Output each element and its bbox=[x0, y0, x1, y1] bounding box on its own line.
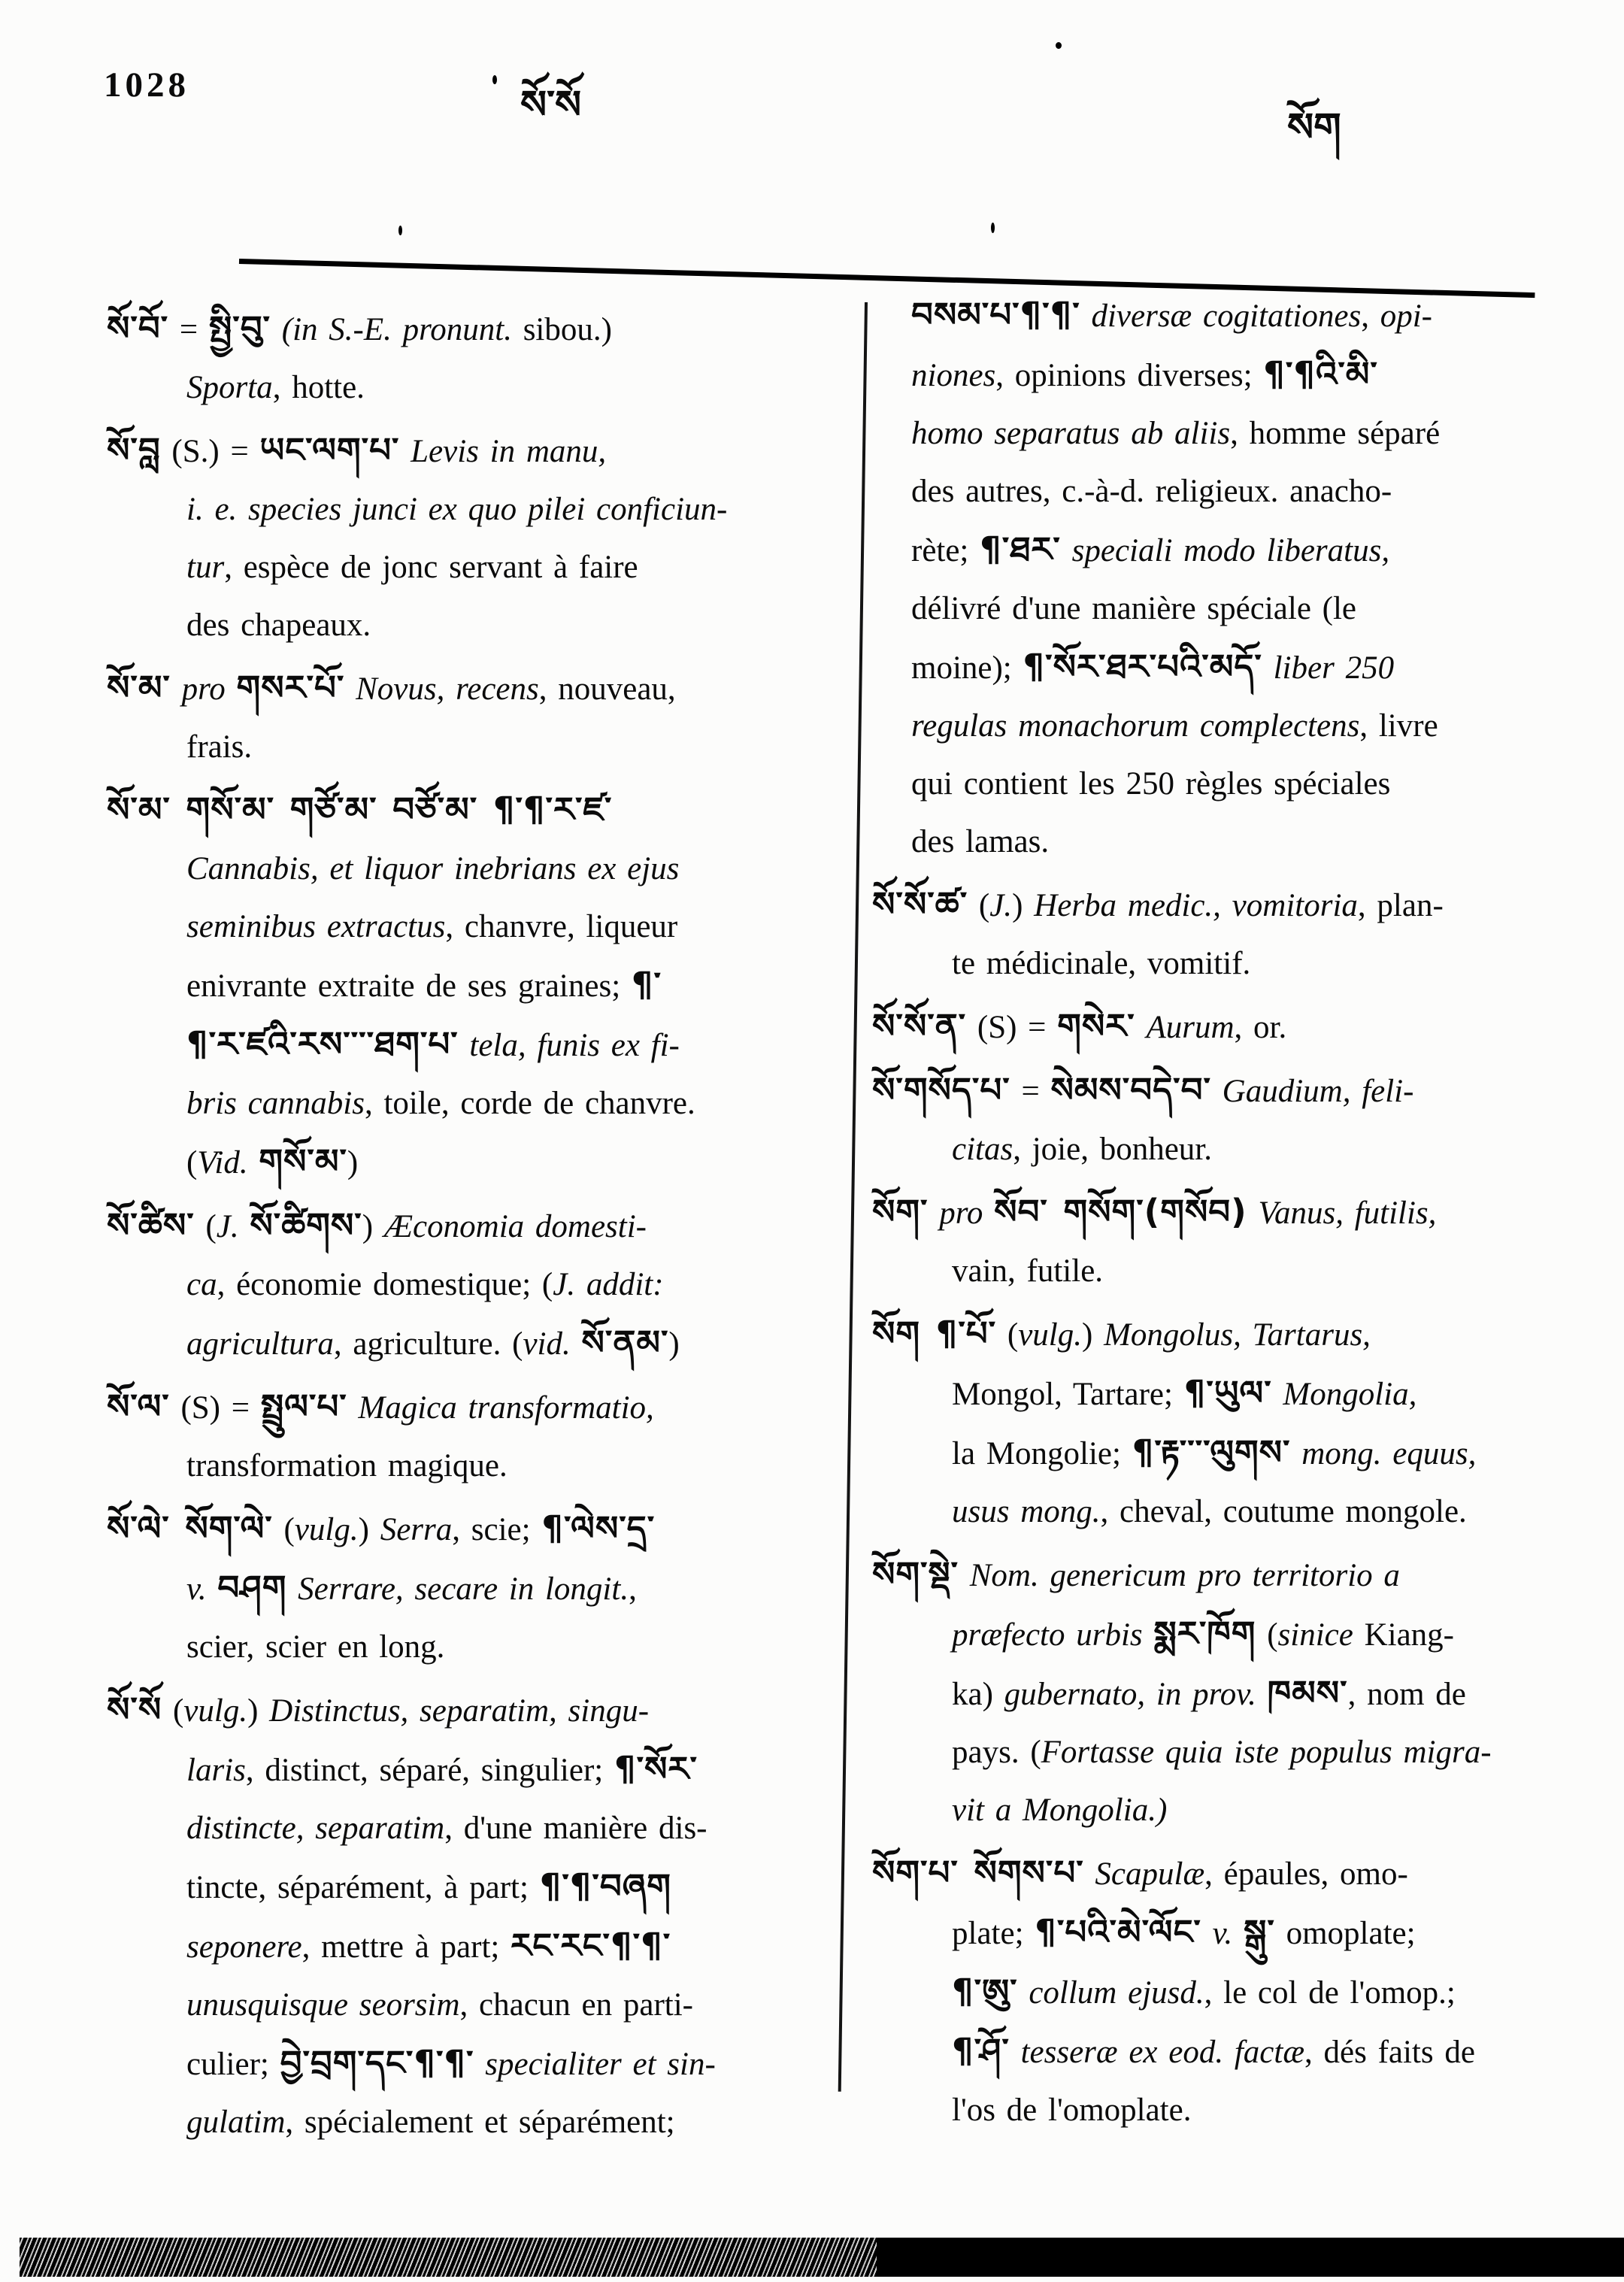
french-text: , économie domestique; ( bbox=[217, 1267, 553, 1302]
tibetan-text: སོག ¶་པོ་ bbox=[872, 1314, 997, 1353]
french-text: , hotte. bbox=[272, 370, 365, 405]
latin-text: seminibus extractus bbox=[186, 909, 446, 944]
entry-line bbox=[872, 1242, 1598, 1300]
entry-line bbox=[872, 405, 1598, 462]
dictionary-entry bbox=[872, 1844, 1598, 2139]
latin-text: Nom. genericum pro territorio a bbox=[958, 1558, 1400, 1593]
entry-line bbox=[107, 1015, 832, 1074]
french-text: , mettre à part; bbox=[301, 1929, 511, 1965]
ink-speck bbox=[991, 223, 995, 233]
french-text: frais. bbox=[186, 729, 253, 765]
french-text: , chacun en parti- bbox=[459, 1987, 694, 2023]
latin-text: tela, funis ex fi- bbox=[458, 1028, 680, 1063]
entry-line bbox=[107, 1680, 832, 1740]
dictionary-entry bbox=[107, 1499, 832, 1676]
french-text: , chanvre, liqueur bbox=[445, 909, 678, 944]
scan-strip-solid bbox=[877, 2238, 1624, 2277]
latin-text: Herba medic., vomitoria bbox=[1034, 888, 1358, 923]
french-text: ) bbox=[1012, 888, 1035, 923]
entry-line bbox=[872, 697, 1598, 755]
french-text: moine); bbox=[911, 650, 1023, 686]
right-column bbox=[872, 286, 1598, 2144]
tibetan-text: ཁམས་ bbox=[1267, 1673, 1348, 1713]
latin-text: Aurum bbox=[1135, 1010, 1235, 1045]
latin-text: Scapulæ bbox=[1083, 1856, 1205, 1892]
entry-line bbox=[872, 755, 1598, 813]
latin-text: J. bbox=[989, 888, 1013, 923]
dictionary-entry bbox=[107, 1680, 832, 2151]
tibetan-text: ¶་ bbox=[631, 965, 662, 1005]
french-text: ) bbox=[347, 1145, 359, 1180]
latin-text: tesseræ ex eod. factæ bbox=[1009, 2035, 1304, 2070]
french-text: transformation magique. bbox=[186, 1448, 508, 1483]
latin-text: pro bbox=[170, 671, 237, 707]
dictionary-entry bbox=[107, 1196, 832, 1373]
entry-line bbox=[107, 480, 832, 538]
french-text: , nouveau, bbox=[538, 671, 676, 707]
tibetan-text: སོ་སོ bbox=[107, 1690, 162, 1729]
french-text: sibou.) bbox=[523, 312, 612, 347]
french-text: ( bbox=[162, 1693, 184, 1729]
french-text: ( bbox=[968, 888, 990, 923]
latin-text: gubernato, in prov. bbox=[1004, 1677, 1268, 1712]
latin-text: J. bbox=[216, 1209, 250, 1244]
latin-text: agricultura bbox=[186, 1326, 334, 1362]
entry-line bbox=[872, 1423, 1598, 1483]
latin-text: diversæ cogitationes bbox=[1080, 299, 1362, 334]
latin-text: vid. bbox=[523, 1326, 582, 1362]
tibetan-text: རང་རང་¶་¶་ bbox=[511, 1926, 671, 1965]
entry-line bbox=[107, 1799, 832, 1857]
latin-text: (in S.-E. pronunt. bbox=[271, 312, 523, 347]
dictionary-entry bbox=[872, 1061, 1598, 1178]
french-text: (S) = bbox=[169, 1390, 261, 1426]
entry-line bbox=[872, 462, 1598, 520]
french-text: te médicinale, vomitif. bbox=[952, 946, 1251, 981]
french-text: des lamas. bbox=[911, 824, 1050, 859]
entry-line bbox=[107, 1559, 832, 1618]
french-text: qui contient les 250 règles spéciales bbox=[911, 766, 1391, 802]
entry-line bbox=[872, 1364, 1598, 1423]
entry-line bbox=[107, 780, 832, 840]
french-text: l'os de l'omoplate. bbox=[952, 2093, 1192, 2128]
entry-line bbox=[107, 1256, 832, 1314]
french-text: enivrante extraite de ses graines; bbox=[186, 968, 632, 1004]
entry-line bbox=[872, 1545, 1598, 1605]
latin-text: homo separatus ab aliis bbox=[911, 416, 1231, 451]
tibetan-text: གསོ་མ་ bbox=[259, 1141, 347, 1181]
tibetan-text: ¶་ཐར་ bbox=[980, 529, 1061, 569]
entry-line bbox=[107, 718, 832, 776]
entry-line bbox=[872, 1962, 1598, 2022]
french-text: Mongol, Tartare; bbox=[952, 1377, 1184, 1412]
entry-line bbox=[107, 1499, 832, 1559]
french-text: Kiang- bbox=[1364, 1617, 1454, 1653]
dictionary-entry bbox=[872, 1545, 1598, 1839]
entry-line bbox=[872, 997, 1598, 1056]
tibetan-text: སོ་ལ་ bbox=[107, 1386, 170, 1426]
tibetan-text: སོ་ཚིས་ bbox=[107, 1205, 195, 1245]
tibetan-text: སོ་ནམ་ bbox=[581, 1323, 669, 1362]
entry-line bbox=[107, 1618, 832, 1676]
tibetan-text: སོ་ཚིགས་ bbox=[250, 1205, 362, 1245]
dictionary-entry bbox=[107, 421, 832, 654]
tibetan-text: བསམ་པ་¶་¶་ bbox=[911, 295, 1080, 335]
latin-text: v. bbox=[186, 1571, 218, 1607]
entry-line bbox=[107, 659, 832, 718]
latin-text: Novus, recens bbox=[344, 671, 539, 707]
tibetan-text: སྤྱི་བུ་ bbox=[208, 308, 271, 348]
latin-text: citas bbox=[952, 1132, 1013, 1167]
entry-line bbox=[872, 1781, 1598, 1839]
entry-line bbox=[107, 1437, 832, 1495]
entry-line bbox=[872, 580, 1598, 638]
french-text: , agriculture. ( bbox=[333, 1326, 523, 1362]
french-text: = bbox=[1010, 1074, 1051, 1109]
french-text: culier; bbox=[186, 2047, 280, 2082]
french-text: ( bbox=[1256, 1617, 1278, 1653]
french-text: (S.) = bbox=[160, 434, 260, 469]
latin-text: opi- bbox=[1380, 299, 1432, 334]
latin-text: Cannabis, et liquor inebrians ex ejus bbox=[186, 851, 680, 886]
entry-line bbox=[872, 345, 1598, 405]
entry-line bbox=[107, 1976, 832, 2034]
entry-line bbox=[872, 2022, 1598, 2081]
dictionary-entry bbox=[107, 780, 832, 1192]
french-text: (S) = bbox=[966, 1010, 1058, 1045]
latin-text: Gaudium, feli- bbox=[1210, 1074, 1414, 1109]
dictionary-entry bbox=[872, 1305, 1598, 1541]
entry-line bbox=[872, 935, 1598, 993]
latin-text: seponere bbox=[186, 1929, 302, 1965]
tibetan-text: ¶་ར་ཛའི་རས་་་་ཐག་པ་ bbox=[186, 1024, 459, 1064]
french-text: = bbox=[168, 312, 209, 347]
entry-line bbox=[107, 898, 832, 956]
french-text: , cheval, coutume mongole. bbox=[1100, 1494, 1467, 1529]
entry-line bbox=[872, 1305, 1598, 1364]
latin-text: regulas monachorum complectens bbox=[911, 708, 1360, 744]
tibetan-text: སྤྲུལ་པ་ bbox=[260, 1386, 347, 1426]
latin-text: i. e. species junci ex quo pilei conficiun- bbox=[186, 492, 728, 527]
french-text: pays. ( bbox=[952, 1735, 1041, 1770]
tibetan-text: སོ་མ་ bbox=[107, 668, 171, 708]
entry-line bbox=[107, 421, 832, 480]
entry-line bbox=[107, 2093, 832, 2151]
latin-text: Serrare, secare in longit. bbox=[286, 1571, 629, 1607]
ink-speck bbox=[398, 226, 402, 235]
french-text: ) bbox=[358, 1512, 380, 1547]
french-text: ( bbox=[272, 1512, 295, 1547]
french-text: , plan- bbox=[1357, 888, 1444, 923]
column-divider bbox=[838, 302, 868, 2092]
tibetan-text: བཤག bbox=[217, 1568, 287, 1608]
entry-line bbox=[107, 538, 832, 596]
latin-text: Levis in manu, bbox=[399, 434, 607, 469]
french-text: , bbox=[1361, 299, 1380, 334]
latin-text: v. bbox=[1201, 1916, 1244, 1951]
ink-speck bbox=[492, 75, 497, 84]
french-text: , scie; bbox=[452, 1512, 542, 1547]
french-text: ) bbox=[1081, 1317, 1104, 1353]
latin-text: liber 250 bbox=[1262, 650, 1395, 686]
latin-text: unusquisque seorsim bbox=[186, 1987, 460, 2023]
french-text: , dés faits de bbox=[1304, 2035, 1475, 2070]
entry-line bbox=[872, 1061, 1598, 1120]
tibetan-text: སོ་སོ་ཚ་ bbox=[872, 884, 968, 924]
scan-strip-textured bbox=[20, 2238, 877, 2277]
tibetan-text: སོ་སོ་ན་ bbox=[872, 1006, 967, 1046]
latin-text: niones bbox=[911, 358, 996, 393]
entry-line bbox=[872, 1183, 1598, 1242]
entry-line bbox=[872, 638, 1598, 697]
french-text: , le col de l'omop.; bbox=[1204, 1975, 1456, 2011]
french-text: , espèce de jonc servant à faire bbox=[224, 550, 638, 585]
dictionary-entry bbox=[872, 286, 1598, 871]
french-text: , homme séparé bbox=[1230, 416, 1441, 451]
latin-text: specialiter et sin- bbox=[474, 2047, 716, 2082]
french-text: plate; bbox=[952, 1916, 1035, 1951]
french-text: ) bbox=[247, 1693, 270, 1729]
latin-text: vulg. bbox=[294, 1512, 359, 1547]
french-text: ( bbox=[996, 1317, 1019, 1353]
latin-text: vulg. bbox=[183, 1693, 248, 1729]
french-text: ) bbox=[362, 1209, 384, 1244]
tibetan-text: ¶་རྟ་་་་ལུགས་ bbox=[1132, 1432, 1291, 1472]
entry-line bbox=[872, 286, 1598, 345]
tibetan-text: ཡང་ལག་པ་ bbox=[259, 430, 400, 470]
entry-line bbox=[872, 875, 1598, 935]
french-text: , or. bbox=[1234, 1010, 1287, 1045]
dictionary-entry bbox=[107, 299, 832, 417]
latin-text: sinice bbox=[1277, 1617, 1365, 1653]
latin-text: vulg. bbox=[1018, 1317, 1082, 1353]
entry-line bbox=[107, 1074, 832, 1132]
french-text: scier, scier en long. bbox=[186, 1629, 445, 1665]
tibetan-text: སྨར་ཁོག bbox=[1153, 1614, 1256, 1653]
entry-line bbox=[107, 1740, 832, 1799]
french-text: , bbox=[629, 1571, 637, 1607]
tibetan-text: སོ་བླ bbox=[107, 430, 161, 470]
tibetan-text: སོ་གསོད་པ་ bbox=[872, 1070, 1010, 1110]
tibetan-text: ¶་པའི་མེ་ལོང་ bbox=[1035, 1912, 1201, 1952]
entry-line bbox=[872, 520, 1598, 580]
latin-text: usus mong. bbox=[952, 1494, 1101, 1529]
dictionary-entry bbox=[872, 875, 1598, 993]
entry-line bbox=[107, 2034, 832, 2093]
entry-line bbox=[107, 596, 832, 654]
latin-text: Magica transformatio, bbox=[347, 1390, 654, 1426]
entry-line bbox=[107, 1314, 832, 1373]
entry-line bbox=[872, 2081, 1598, 2139]
tibetan-text: ¶་སོར་ bbox=[614, 1749, 698, 1789]
french-text: , livre bbox=[1359, 708, 1438, 744]
french-text: omoplate; bbox=[1274, 1916, 1416, 1951]
dictionary-entry bbox=[872, 1183, 1598, 1300]
entry-line bbox=[107, 1377, 832, 1437]
latin-text: Mongolus, Tartarus, bbox=[1104, 1317, 1371, 1353]
french-text: des chapeaux. bbox=[186, 608, 371, 643]
tibetan-text: གསེར་ bbox=[1057, 1006, 1135, 1046]
page-number: 1028 bbox=[104, 65, 189, 105]
latin-text: Distinctus, separatim, singu- bbox=[269, 1693, 650, 1729]
tibetan-text: ¶་ཤོ་ bbox=[952, 2031, 1010, 2071]
entry-line bbox=[872, 1903, 1598, 1962]
tibetan-text: སེམས་བདེ་བ་ bbox=[1050, 1070, 1211, 1110]
tibetan-text: ¶་¶འི་མི་ bbox=[1263, 354, 1378, 394]
latin-text: laris bbox=[186, 1753, 246, 1788]
entry-line bbox=[107, 299, 832, 359]
guide-word-right: སོག bbox=[1287, 105, 1341, 150]
latin-text: Vanus, futilis, bbox=[1247, 1196, 1437, 1231]
latin-text: Mongolia, bbox=[1271, 1377, 1417, 1412]
tibetan-text: སོ་མ་ གསོ་མ་ གཙོ་མ་ བཙོ་མ་ ¶་¶་ར་ཛ་ bbox=[107, 789, 613, 829]
tibetan-text: སོག་ bbox=[872, 1192, 929, 1232]
latin-text: Vid. bbox=[197, 1145, 259, 1180]
french-text: , distinct, séparé, singulier; bbox=[245, 1753, 614, 1788]
french-text: délivré d'une manière spéciale (le bbox=[911, 591, 1357, 626]
latin-text: mong. equus, bbox=[1290, 1436, 1477, 1471]
latin-text: distincte, separatim bbox=[186, 1811, 445, 1846]
tibetan-text: གསར་པོ་ bbox=[236, 668, 345, 708]
left-column bbox=[107, 299, 832, 2156]
latin-text: præfecto urbis bbox=[952, 1617, 1154, 1653]
entry-line bbox=[107, 1857, 832, 1917]
latin-text: pro bbox=[928, 1196, 995, 1231]
tibetan-text: སྒུ་ bbox=[1244, 1912, 1275, 1952]
latin-text: Serra bbox=[380, 1512, 453, 1547]
french-text: des autres, c.-à-d. religieux. anacho- bbox=[911, 474, 1392, 509]
french-text: tincte, séparément, à part; bbox=[186, 1870, 540, 1905]
latin-text: gulatim bbox=[186, 2105, 286, 2140]
french-text: , joie, bonheur. bbox=[1013, 1132, 1212, 1167]
entry-line bbox=[107, 359, 832, 417]
french-text: ka) bbox=[952, 1677, 1004, 1712]
tibetan-text: ¶་སོར་ཐར་པའི་མདོ་ bbox=[1023, 647, 1262, 686]
ink-speck bbox=[1056, 42, 1062, 49]
tibetan-text: ¶་¶་བཞག bbox=[539, 1866, 671, 1906]
tibetan-text: སོག་སྡེ་ bbox=[872, 1554, 959, 1594]
french-text: vain, futile. bbox=[952, 1253, 1104, 1289]
entry-line bbox=[872, 1120, 1598, 1178]
entry-line bbox=[107, 840, 832, 898]
scan-artifact-strip bbox=[20, 2238, 1624, 2277]
french-text: , spécialement et séparément; bbox=[285, 2105, 675, 2140]
french-text: , épaules, omo- bbox=[1204, 1856, 1408, 1892]
tibetan-text: སོབ་ གསོག་(གསོབ) bbox=[994, 1192, 1247, 1232]
french-text: , opinions diverses; bbox=[995, 358, 1264, 393]
guide-word-left: སོ་སོ bbox=[520, 83, 582, 128]
latin-text: Sporta bbox=[186, 370, 273, 405]
tibetan-text: སོ་བོ་ bbox=[107, 308, 169, 348]
latin-text: Fortasse quia iste populus migra- bbox=[1041, 1735, 1492, 1770]
tibetan-text: ¶་ཨུ་ bbox=[952, 1971, 1018, 2011]
tibetan-text: ¶་ཡུལ་ bbox=[1183, 1373, 1272, 1413]
french-text: , d'une manière dis- bbox=[444, 1811, 707, 1846]
tibetan-text: སོ་ལེ་ སོག་ལེ་ bbox=[107, 1508, 273, 1548]
dictionary-entry bbox=[107, 1377, 832, 1495]
french-text: rète; bbox=[911, 533, 980, 568]
dictionary-entry bbox=[872, 997, 1598, 1056]
latin-text: J. addit: bbox=[553, 1267, 664, 1302]
dictionary-entry bbox=[107, 659, 832, 776]
entry-line bbox=[872, 1664, 1598, 1723]
entry-line bbox=[872, 1844, 1598, 1903]
tibetan-text: བྱེ་བྲག་དང་¶་¶་ bbox=[280, 2043, 474, 2083]
french-text: ( bbox=[194, 1209, 217, 1244]
entry-line bbox=[872, 1483, 1598, 1541]
french-text: , toile, corde de chanvre. bbox=[364, 1086, 695, 1121]
french-text: , nom de bbox=[1347, 1677, 1466, 1712]
latin-text: vit a Mongolia.) bbox=[952, 1793, 1168, 1828]
latin-text: bris cannabis bbox=[186, 1086, 365, 1121]
entry-line bbox=[107, 1196, 832, 1256]
latin-text: Æconomia domesti- bbox=[383, 1209, 647, 1244]
tibetan-text: ¶་ལེས་དྲ་ bbox=[541, 1508, 656, 1548]
entry-line bbox=[872, 813, 1598, 871]
french-text: ) bbox=[668, 1326, 680, 1362]
french-text: la Mongolie; bbox=[952, 1436, 1132, 1471]
latin-text: ca bbox=[186, 1267, 217, 1302]
latin-text: collum ejusd. bbox=[1017, 1975, 1204, 2011]
latin-text: speciali modo liberatus, bbox=[1060, 533, 1390, 568]
entry-line bbox=[107, 956, 832, 1015]
entry-line bbox=[107, 1132, 832, 1192]
entry-line bbox=[872, 1723, 1598, 1781]
entry-line bbox=[872, 1605, 1598, 1664]
tibetan-text: སོག་པ་ སོགས་པ་ bbox=[872, 1853, 1084, 1893]
entry-line bbox=[107, 1917, 832, 1976]
latin-text: tur bbox=[186, 550, 225, 585]
french-text: ( bbox=[186, 1145, 198, 1180]
